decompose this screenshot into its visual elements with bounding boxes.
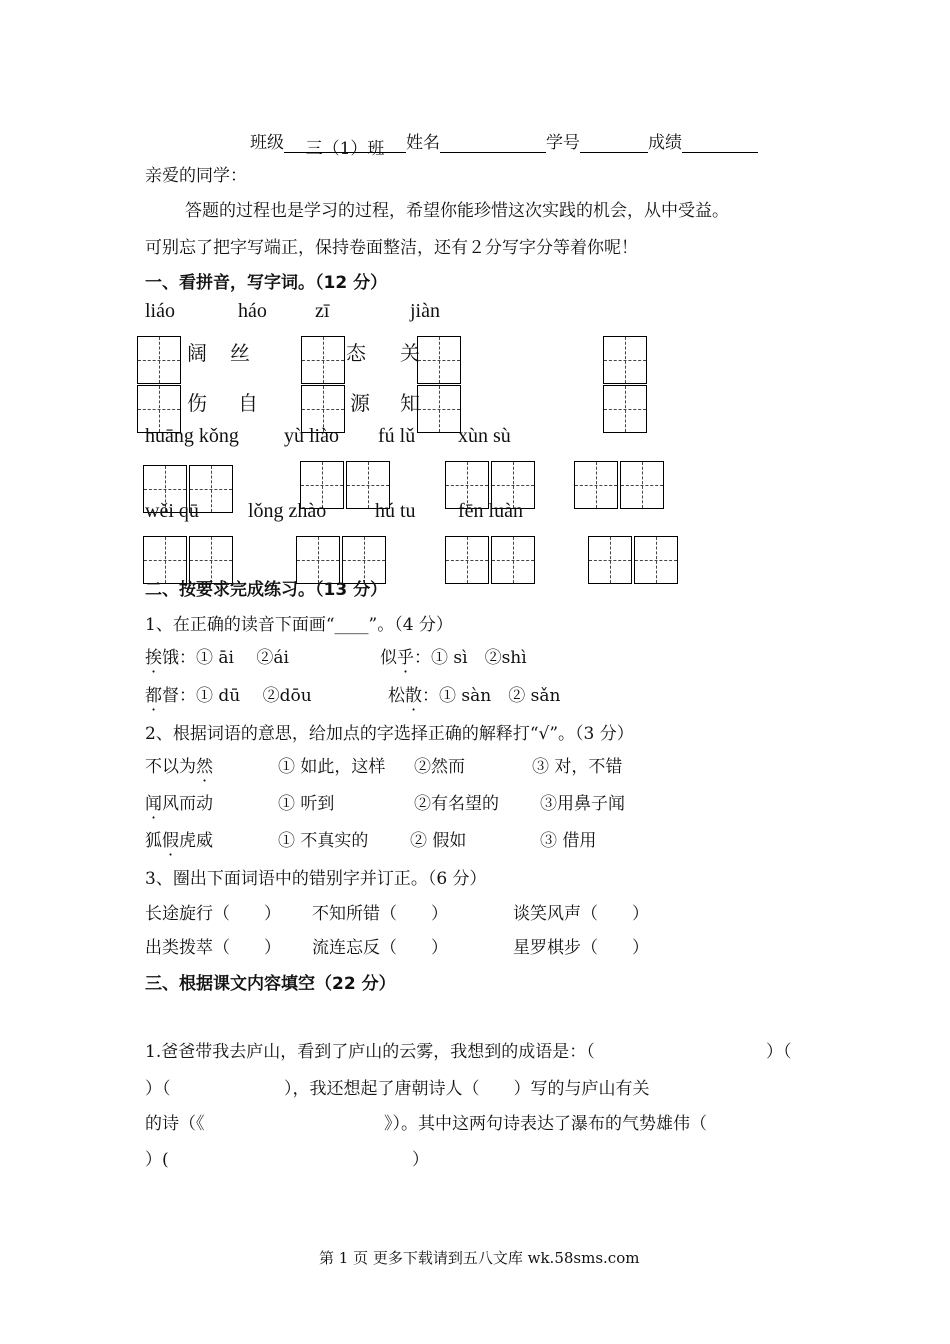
writing-box[interactable] bbox=[603, 336, 647, 384]
writing-box[interactable] bbox=[588, 536, 632, 584]
char-kuo: 阔 bbox=[187, 341, 207, 365]
s3-line1-end: ）（ bbox=[766, 1042, 792, 1062]
pinyin-fenluan: fēn luàn bbox=[458, 500, 523, 522]
q2-opt-a-3: ① 不真实的 bbox=[278, 831, 369, 851]
s3-line3-start: 的诗（《 bbox=[145, 1114, 205, 1134]
section3-title: 三、根据课文内容填空（22 分） bbox=[145, 974, 396, 994]
q1-prompt: 1、在正确的读音下面画“____”。（4 分） bbox=[145, 615, 453, 635]
pinyin-fulu: fú lǔ bbox=[378, 425, 416, 447]
pinyin-xunsu: xùn sù bbox=[458, 425, 511, 447]
q2-word-1: 不以为然 bbox=[145, 757, 213, 777]
q1-item-1: 挨饿：① āi ②ái bbox=[145, 648, 289, 668]
writing-box[interactable] bbox=[417, 385, 461, 433]
name-blank bbox=[440, 134, 546, 153]
q2-opt-c-1: ③ 对，不错 bbox=[532, 757, 623, 777]
q2-opt-c-2: ③用鼻子闻 bbox=[540, 794, 625, 814]
s3-line2-end: ），我还想起了唐朝诗人（ ）写的与庐山有关 bbox=[284, 1079, 650, 1099]
pinyin-yuliao: yù liào bbox=[284, 425, 339, 447]
intro-line-1: 答题的过程也是学习的过程，希望你能珍惜这次实践的机会，从中受益。 bbox=[185, 201, 729, 221]
page-footer: 第 1 页 更多下载请到五八文库 wk.58sms.com bbox=[319, 1249, 640, 1267]
writing-box[interactable] bbox=[417, 336, 461, 384]
writing-box[interactable] bbox=[445, 536, 489, 584]
score-blank bbox=[682, 134, 758, 153]
q1-item-2: 似乎：① sì ②shì bbox=[380, 648, 527, 668]
q1-item-4: 松散：① sàn ② sǎn bbox=[388, 686, 561, 706]
q2-opt-b-2: ②有名望的 bbox=[414, 794, 499, 814]
q2-prompt: 2、根据词语的意思，给加点的字选择正确的解释打“√”。（3 分） bbox=[145, 724, 634, 744]
name-label: 姓名 bbox=[406, 133, 440, 153]
class-label: 班级 bbox=[250, 133, 284, 153]
writing-box[interactable] bbox=[634, 536, 678, 584]
q3-item-5: 流连忘反（ ） bbox=[312, 938, 448, 958]
writing-box[interactable] bbox=[301, 336, 345, 384]
pinyin-zi: zī bbox=[315, 300, 330, 322]
char-guan: 关 bbox=[400, 341, 420, 365]
writing-box[interactable] bbox=[620, 461, 664, 509]
pinyin-weiqu: wěi qū bbox=[145, 500, 199, 522]
q2-opt-a-1: ① 如此，这样 bbox=[278, 757, 386, 777]
header-line bbox=[250, 128, 758, 159]
q3-item-6: 星罗棋步（ ） bbox=[513, 938, 649, 958]
s3-line1: 1.爸爸带我去庐山，看到了庐山的云雾，我想到的成语是：（ bbox=[145, 1042, 595, 1062]
q2-opt-b-3: ② 假如 bbox=[410, 831, 467, 851]
char-zi: 自 bbox=[238, 391, 258, 415]
char-zhi: 知 bbox=[400, 391, 420, 415]
pinyin-liao: liáo bbox=[145, 300, 175, 322]
s3-line3-end: 》）。其中这两句诗表达了瀑布的气势雄伟（ bbox=[384, 1114, 707, 1134]
pinyin-hao: háo bbox=[238, 300, 267, 322]
q2-opt-c-3: ③ 借用 bbox=[540, 831, 597, 851]
section2-title: 二、按要求完成练习。（13 分） bbox=[145, 580, 388, 600]
writing-box[interactable] bbox=[491, 536, 535, 584]
q3-item-3: 谈笑风声（ ） bbox=[513, 904, 649, 924]
class-value: 三（1）班 bbox=[284, 134, 406, 153]
q2-opt-a-2: ① 听到 bbox=[278, 794, 335, 814]
id-label: 学号 bbox=[546, 133, 580, 153]
pinyin-jian: jiàn bbox=[410, 300, 440, 322]
s3-line2-start: ）（ bbox=[145, 1079, 171, 1099]
writing-box[interactable] bbox=[574, 461, 618, 509]
char-shang: 伤 bbox=[187, 391, 207, 415]
char-yuan: 源 bbox=[350, 391, 370, 415]
q3-item-4: 出类拨萃（ ） bbox=[145, 938, 281, 958]
score-label: 成绩 bbox=[648, 133, 682, 153]
q2-word-3: 狐假虎威 bbox=[145, 831, 213, 851]
q3-item-2: 不知所错（ ） bbox=[312, 904, 448, 924]
intro-line-2: 可别忘了把字写端正，保持卷面整洁，还有２分写字分等着你呢！ bbox=[145, 238, 638, 258]
q1-item-3: 都督：① dū ②dōu bbox=[145, 686, 312, 706]
q2-opt-b-1: ②然而 bbox=[414, 757, 465, 777]
id-blank bbox=[580, 134, 648, 153]
section1-title: 一、看拼音，写字词。（12 分） bbox=[145, 273, 388, 293]
greeting: 亲爱的同学： bbox=[145, 166, 247, 186]
q2-word-2: 闻风而动 bbox=[145, 794, 213, 814]
pinyin-huangkong: huāng kǒng bbox=[145, 425, 239, 447]
char-si: 丝 bbox=[230, 341, 250, 365]
writing-box[interactable] bbox=[137, 336, 181, 384]
char-tai: 态 bbox=[346, 341, 366, 365]
q3-prompt: 3、圈出下面词语中的错别字并订正。（6 分） bbox=[145, 869, 487, 889]
pinyin-hutu: hú tu bbox=[375, 500, 416, 522]
s3-line4-start: ）( bbox=[145, 1150, 169, 1170]
s3-line4-end: ） bbox=[412, 1150, 429, 1170]
q3-item-1: 长途旋行（ ） bbox=[145, 904, 281, 924]
pinyin-longzhao: lǒng zhào bbox=[248, 500, 327, 522]
writing-box[interactable] bbox=[603, 385, 647, 433]
